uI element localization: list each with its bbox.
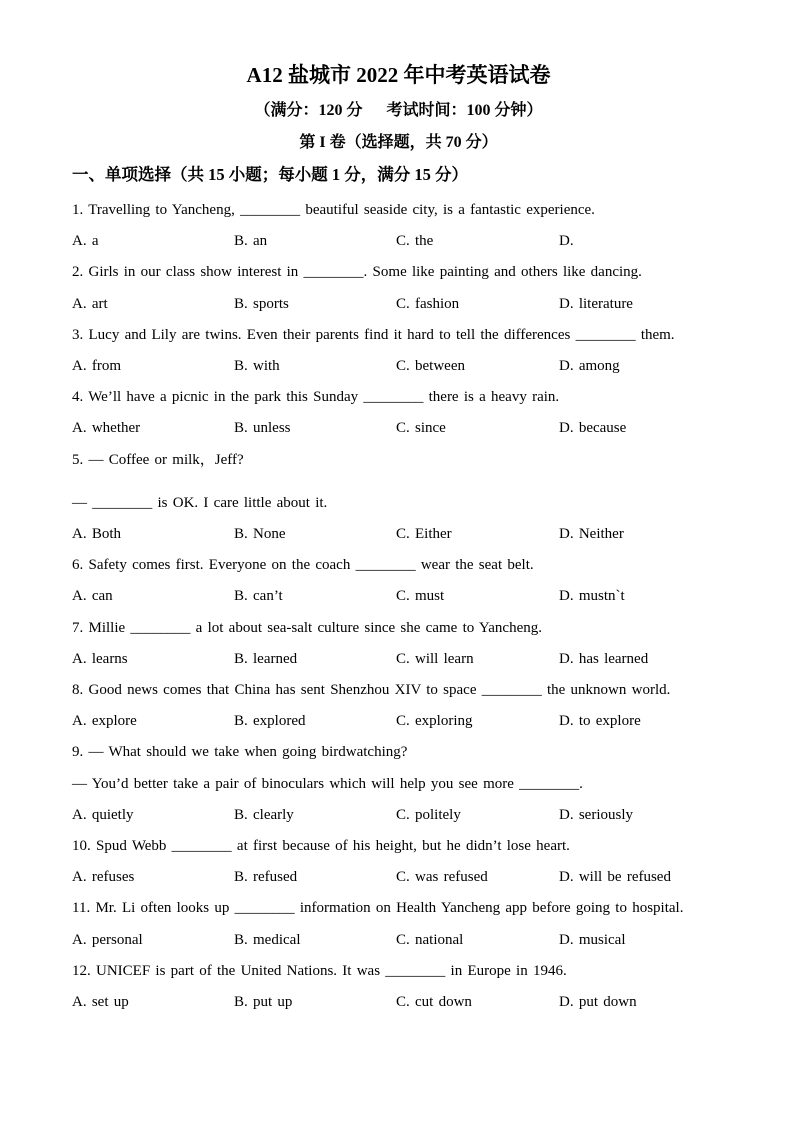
- option-a: A. set up: [72, 994, 129, 1011]
- option-d: D.: [559, 233, 574, 250]
- option-b: B. None: [234, 526, 286, 543]
- question-9: [72, 737, 725, 831]
- option-c: C. the: [396, 233, 434, 250]
- question-11: [72, 893, 725, 955]
- question-stem-reply: — You’d better take a pair of binoculars which will help you see more ________.: [72, 775, 583, 792]
- question-7: [72, 613, 725, 675]
- option-a: A. Both: [72, 526, 122, 543]
- option-c: C. was refused: [396, 869, 488, 886]
- option-d: D. literature: [559, 295, 633, 312]
- question-stem: 9. — What should we take when going birdwatching?: [72, 744, 408, 761]
- question-stem: 4. We’ll have a picnic in the park this Sunday ________ there is a heavy rain.: [72, 389, 560, 406]
- question-8: [72, 675, 725, 737]
- question-stem: 1. Travelling to Yancheng, ________ beautiful seaside city, is a fantastic experience.: [72, 202, 595, 218]
- question-stem: 3. Lucy and Lily are twins. Even their parents find it hard to tell the differences ________ them.: [72, 326, 675, 343]
- question-stem: 10. Spud Webb ________ at first because of his height, but he didn’t lose heart.: [72, 838, 570, 855]
- option-row: [72, 289, 725, 320]
- option-c: C. will learn: [396, 650, 474, 667]
- question-stem-reply: — ________ is OK. I care little about it.: [72, 494, 328, 511]
- option-b: B. put up: [234, 994, 293, 1011]
- option-c: C. politely: [396, 806, 461, 823]
- page-title: A12 盐城市 2022 年中考英语试卷: [246, 63, 551, 87]
- option-d: D. because: [559, 420, 627, 437]
- option-d: D. has learned: [559, 650, 649, 667]
- option-row: [72, 226, 725, 257]
- option-row: [72, 519, 725, 550]
- question-stem: 8. Good news comes that China has sent Shenzhou XIV to space ________ the unknown world.: [72, 682, 671, 699]
- option-a: A. explore: [72, 713, 137, 730]
- option-c: C. fashion: [396, 295, 460, 312]
- option-b: B. an: [234, 233, 268, 250]
- option-d: D. seriously: [559, 806, 633, 823]
- option-b: B. can’t: [234, 588, 283, 605]
- option-a: A. personal: [72, 931, 143, 948]
- option-b: B. sports: [234, 295, 289, 312]
- option-a: A. art: [72, 295, 108, 312]
- option-b: B. with: [234, 358, 280, 375]
- option-b: B. refused: [234, 869, 298, 886]
- option-c: C. since: [396, 420, 446, 437]
- question-1: [72, 195, 725, 257]
- option-row: [72, 706, 725, 737]
- exam-info-line: （满分：120 分 考试时间：100 分钟）: [254, 102, 543, 119]
- option-c: C. cut down: [396, 994, 472, 1011]
- option-b: B. learned: [234, 650, 298, 667]
- option-a: A. from: [72, 358, 121, 375]
- volume-heading: 第 I 卷（选择题，共 70 分）: [299, 134, 498, 151]
- option-row: [72, 413, 725, 444]
- option-c: C. Either: [396, 526, 452, 543]
- option-d: D. Neither: [559, 526, 624, 543]
- question-stem: 12. UNICEF is part of the United Nations. It was ________ in Europe in 1946.: [72, 962, 567, 979]
- option-row: [72, 644, 725, 675]
- option-row: [72, 581, 725, 612]
- question-5: [72, 445, 725, 551]
- option-c: C. exploring: [396, 713, 473, 730]
- option-row: [72, 925, 725, 956]
- option-a: A. whether: [72, 420, 141, 437]
- question-stem: 2. Girls in our class show interest in ________. Some like painting and others like dancing.: [72, 264, 642, 281]
- question-stem: 7. Millie ________ a lot about sea-salt culture since she came to Yancheng.: [72, 619, 542, 636]
- question-10: [72, 831, 725, 893]
- option-d: D. put down: [559, 994, 637, 1011]
- question-list: [72, 195, 725, 1018]
- option-d: D. mustn`t: [559, 588, 625, 605]
- question-stem: 6. Safety comes first. Everyone on the coach ________ wear the seat belt.: [72, 557, 534, 574]
- section-heading: 一、单项选择（共 15 小题；每小题 1 分，满分 15 分）: [72, 165, 468, 184]
- question-6: [72, 550, 725, 612]
- option-a: A. learns: [72, 650, 128, 667]
- question-stem: 11. Mr. Li often looks up ________ information on Health Yancheng app before going to hospital.: [72, 900, 684, 917]
- option-c: C. must: [396, 588, 445, 605]
- question-stem: 5. — Coffee or milk，Jeff?: [72, 451, 244, 468]
- option-a: A. refuses: [72, 869, 135, 886]
- option-d: D. to explore: [559, 713, 641, 730]
- option-a: A. a: [72, 233, 99, 250]
- question-3: [72, 320, 725, 382]
- option-d: D. will be refused: [559, 869, 671, 886]
- option-row: [72, 800, 725, 831]
- option-c: C. national: [396, 931, 464, 948]
- option-c: C. between: [396, 358, 465, 375]
- option-row: [72, 862, 725, 893]
- option-a: A. quietly: [72, 806, 134, 823]
- option-row: [72, 987, 725, 1018]
- question-2: [72, 257, 725, 319]
- option-b: B. unless: [234, 420, 291, 437]
- option-a: A. can: [72, 588, 113, 605]
- question-12: [72, 956, 725, 1018]
- option-d: D. musical: [559, 931, 626, 948]
- option-row: [72, 351, 725, 382]
- option-b: B. explored: [234, 713, 306, 730]
- option-b: B. medical: [234, 931, 301, 948]
- option-d: D. among: [559, 358, 620, 375]
- option-b: B. clearly: [234, 806, 294, 823]
- question-4: [72, 382, 725, 444]
